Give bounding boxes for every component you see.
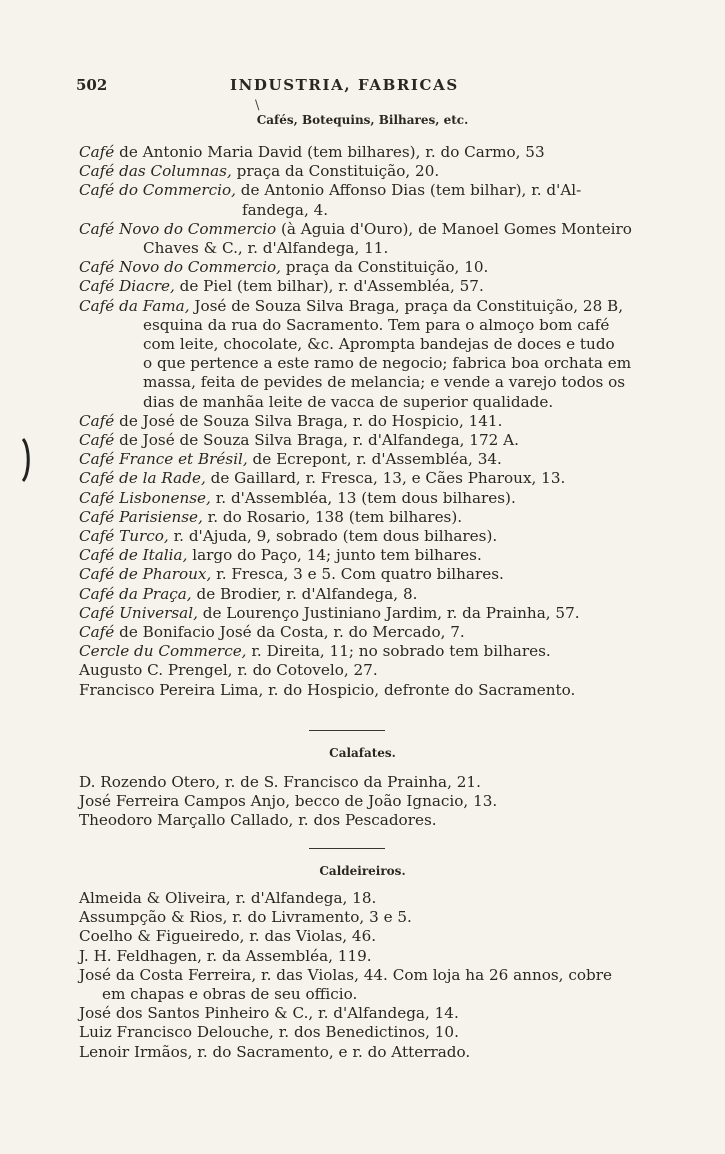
- list-item: José dos Santos Pinheiro & C., r. d'Alfandega, 14.: [79, 1004, 459, 1023]
- list-item: Café Turco, r. d'Ajuda, 9, sobrado (tem dous bilhares).: [79, 527, 498, 546]
- list-item: Cercle du Commerce, r. Direita, 11; no sobrado tem bilhares.: [79, 642, 551, 661]
- list-item: Café Novo do Commercio, praça da Constituição, 10.: [79, 258, 489, 277]
- page-header: [76, 74, 646, 100]
- list-item: Café de Bonifacio José da Costa, r. do Mercado, 7.: [79, 623, 465, 642]
- list-item-continuation: com leite, chocolate, &c. Apromptа bandejas de doces e tudo: [143, 335, 615, 354]
- list-item-continuation: dias de manhãa leite de vacca de superior qualidade.: [143, 392, 554, 411]
- list-item: D. Rozendo Otero, r. de S. Francisco da Prainha, 21.: [79, 773, 481, 791]
- list-item: Francisco Pereira Lima, r. do Hospicio, defronte do Sacramento.: [79, 680, 576, 699]
- list-item: Café da Fama, José de Souza Silva Braga, praça da Constituição, 28 B,: [79, 296, 624, 315]
- section-divider: [309, 730, 385, 731]
- list-item: Theodoro Marçallo Callado, r. dos Pescadores.: [79, 811, 437, 830]
- list-item: Café do Commercio, de Antonio Affonso Dias (tem bilhar), r. d'Al-: [79, 181, 582, 200]
- section-title-cafes: Cafés, Botequins, Bilhares, etc.: [256, 113, 469, 127]
- list-item: Café Parisiense, r. do Rosario, 138 (tem bilhares).: [79, 507, 463, 526]
- list-item: Café de Italia, largo do Paço, 14; junto tem bilhares.: [79, 546, 482, 565]
- list-item: José da Costa Ferreira, r. das Violas, 44. Com loja ha 26 annos, cobre: [79, 965, 612, 984]
- list-item-continuation: esquina da rua do Sacramento. Tem para o almoço bom café: [143, 315, 610, 334]
- list-item: Café de la Rade, de Gaillard, r. Fresca, 13, e Cães Pharoux, 13.: [79, 469, 566, 488]
- list-item: Assumpção & Rios, r. do Livramento, 3 e 5.: [79, 908, 412, 927]
- list-item: Almeida & Oliveira, r. d'Alfandega, 18.: [79, 889, 377, 907]
- list-item: Luiz Francisco Delouche, r. dos Benedictinos, 10.: [79, 1023, 459, 1042]
- list-item: Café France et Brésil, de Ecrepont, r. d'Assembléa, 34.: [79, 450, 502, 469]
- list-item: Café de José de Souza Silva Braga, r. d'Alfandega, 172 A.: [79, 431, 519, 450]
- section-title-caldeireiros: Caldeireiros.: [319, 864, 406, 878]
- pencil-mark-icon: \: [255, 98, 260, 113]
- list-item-continuation: em chapas e obras de seu officio.: [102, 985, 358, 1004]
- list-item: José Ferreira Campos Anjo, becco de João Ignacio, 13.: [79, 792, 498, 811]
- section-title-calafates: Calafates.: [329, 746, 396, 760]
- list-item-continuation: Chaves & C., r. d'Alfandega, 11.: [143, 239, 389, 258]
- calafates-list: [79, 773, 659, 831]
- list-item-continuation: massa, feita de pevides de melancia; e vende a varejo todos os: [143, 373, 626, 392]
- list-item: Café Novo do Commercio (à Aguia d'Ouro), de Manoel Gomes Monteiro: [79, 219, 632, 238]
- list-item-continuation: fandega, 4.: [242, 200, 329, 219]
- list-item: Café de Antonio Maria David (tem bilhares), r. do Carmo, 53: [79, 143, 545, 161]
- caldeireiros-list: [79, 889, 659, 1062]
- list-item: Café de Pharoux, r. Fresca, 3 e 5. Com quatro bilhares.: [79, 565, 504, 584]
- section-divider: [309, 848, 385, 849]
- margin-bracket-icon: [21, 437, 33, 483]
- list-item: Augusto C. Prengel, r. do Cotovelo, 27.: [79, 661, 378, 680]
- list-item: Café das Columnas, praça da Constituição, 20.: [79, 162, 440, 181]
- list-item: Café Universal, de Lourenço Justiniano Jardim, r. da Prainha, 57.: [79, 603, 580, 622]
- list-item: Café Lisbonense, r. d'Assembléa, 13 (tem dous bilhares).: [79, 488, 516, 507]
- cafes-list: [79, 143, 659, 700]
- list-item: Coelho & Figueiredo, r. das Violas, 46.: [79, 927, 377, 946]
- list-item: Café da Praça, de Brodier, r. d'Alfandega, 8.: [79, 584, 418, 603]
- list-item: Café de José de Souza Silva Braga, r. do Hospicio, 141.: [79, 411, 503, 430]
- list-item: Lenoir Irmãos, r. do Sacramento, e r. do Atterrado.: [79, 1042, 471, 1061]
- list-item: J. H. Feldhagen, r. da Assembléa, 119.: [79, 946, 372, 965]
- list-item: Café Diacre, de Piel (tem bilhar), r. d'Assembléa, 57.: [79, 277, 484, 296]
- page-number: 502: [76, 76, 108, 94]
- running-title: INDUSTRIA, FABRICAS: [230, 76, 459, 94]
- list-item-continuation: o que pertence a este ramo de negocio; fabrica boa orchata em: [143, 354, 632, 373]
